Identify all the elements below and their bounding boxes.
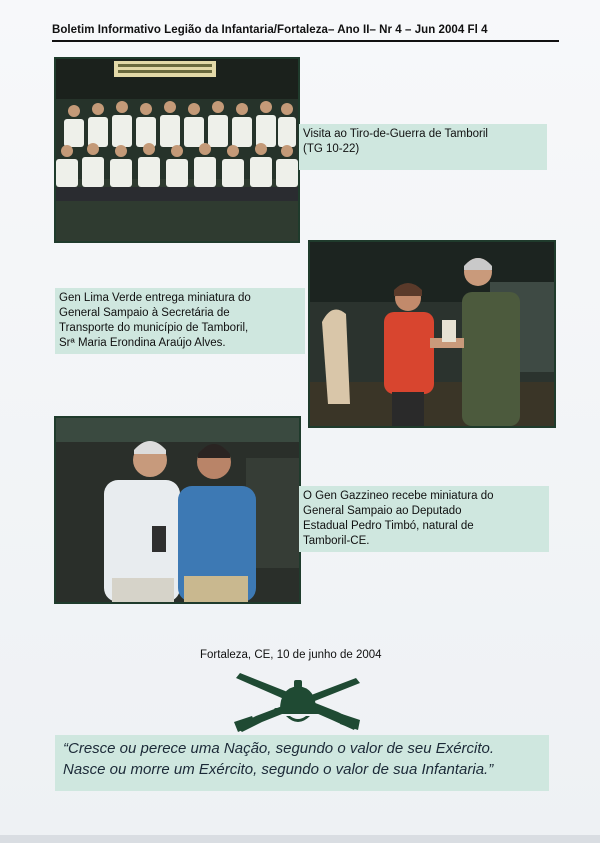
group-photo [54, 57, 300, 243]
handover-photo-deputy [54, 416, 301, 604]
dateline: Fortaleza, CE, 10 de junho de 2004 [200, 649, 382, 661]
caption-lima-verde: Gen Lima Verde entrega miniatura do General Sampaio à Secretária de Transporte do município de Tamboril, Srª Maria Erondina Araújo Alves. [55, 288, 305, 354]
crossed-rifles-helmet-icon [228, 672, 368, 734]
caption-visit: Visita ao Tiro-de-Guerra de Tamboril (TG 10-22) [299, 124, 547, 170]
infantry-quote: “Cresce ou perece uma Nação, segundo o valor de seu Exército. Nasce ou morre um Exército, segundo o valor de sua Infantaria.” [55, 735, 549, 791]
page-bottom-edge [0, 835, 600, 843]
caption-gazzineo: O Gen Gazzineo recebe miniatura do General Sampaio ao Deputado Estadual Pedro Timbó, natural de Tamboril-CE. [299, 486, 549, 552]
page-header: Boletim Informativo Legião da Infantaria/Fortaleza– Ano II– Nr 4 – Jun 2004 Fl 4 [52, 20, 559, 42]
handover-photo-secretary [308, 240, 556, 428]
